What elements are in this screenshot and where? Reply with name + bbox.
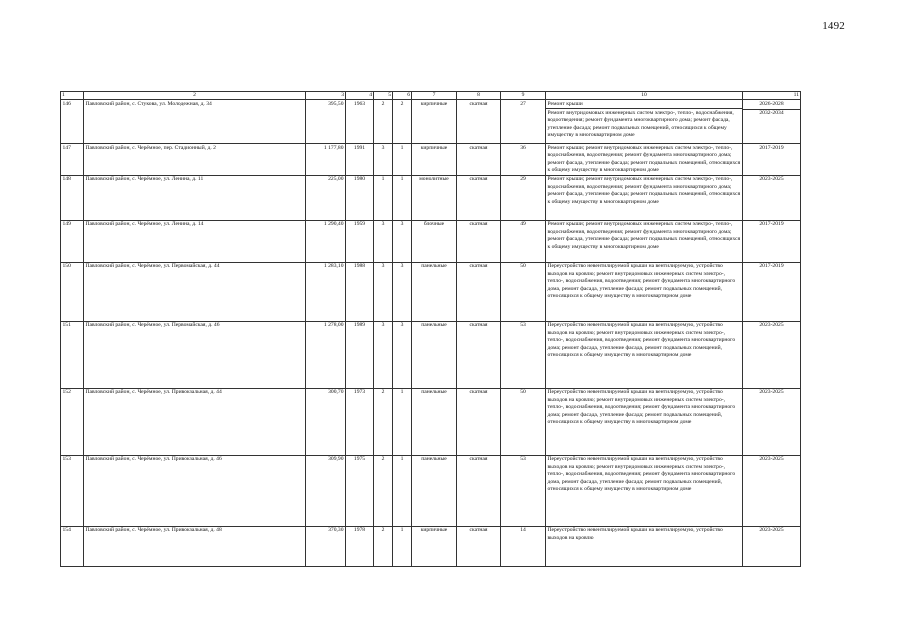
row-number: 150 (61, 262, 84, 321)
row-year: 1988 (346, 262, 374, 321)
row-roof-type: скатная (457, 526, 501, 566)
row-year: 1989 (346, 321, 374, 388)
row-entrances: 1 (393, 455, 412, 526)
repair-period: 2023-2025 (759, 527, 784, 534)
row-wall-material: панельные (412, 388, 457, 455)
page-bottom-margin (0, 603, 905, 640)
column-header: 10 (546, 92, 743, 100)
row-roof-type: скатная (457, 262, 501, 321)
work-item: Ремонт крыши (547, 100, 583, 107)
row-roof-type: скатная (457, 220, 501, 262)
row-area: 1 283,10 (306, 262, 346, 321)
row-entrances: 1 (393, 144, 412, 176)
row-address: Павловский район, с. Черёмное, пер. Стадионный, д. 2 (84, 144, 306, 176)
row-floors: 3 (374, 262, 393, 321)
row-works (546, 100, 743, 144)
row-wear-percent: 14 (501, 526, 546, 566)
row-floors: 2 (374, 100, 393, 144)
row-wall-material: монолитные (412, 175, 457, 220)
row-works (546, 175, 743, 220)
row-floors: 2 (374, 455, 393, 526)
row-wear-percent: 53 (501, 321, 546, 388)
row-year: 1963 (346, 100, 374, 144)
row-repair-years (743, 262, 801, 321)
work-item: Переустройство невентилируемой крыши на вентилируемую, устройство выходов на кровлю; ремонт внутридомовых инженерных систем электро-, тепло-, водоснабжения, водоотведения; ремонт фундамента многоквартирного дома, ремонт фасада, утепление фасада; ремонт подвальных помещений, относящихся к общему имуществу в многоквартирном доме (547, 456, 736, 492)
row-repair-years (743, 144, 801, 176)
table-row (61, 220, 801, 262)
column-header: 3 (306, 92, 346, 100)
row-address: Павловский район, с. Черёмное, ул. Привокзальная, д. 44 (84, 388, 306, 455)
row-area: 300,70 (306, 388, 346, 455)
row-wear-percent: 27 (501, 100, 546, 144)
housing-repair-table (60, 91, 801, 567)
row-floors: 3 (374, 144, 393, 176)
row-wear-percent: 50 (501, 388, 546, 455)
row-number: 154 (61, 526, 84, 566)
row-floors: 2 (374, 526, 393, 566)
row-works (546, 144, 743, 176)
table-row (61, 455, 801, 526)
row-area: 309,90 (306, 455, 346, 526)
row-works (546, 220, 743, 262)
column-header: 8 (457, 92, 501, 100)
row-repair-years (743, 175, 801, 220)
work-item: Ремонт крыши; ремонт внутридомовых инженерных систем электро-, тепло-, водоснабжения, водоотведения; ремонт фундамента многоквартирного дома; ремонт фасада, утепление фасада; ремонт подвальных помещений, относящихся к общему имуществу в многоквартирном доме (547, 176, 741, 205)
row-roof-type: скатная (457, 144, 501, 176)
repair-period: 2023-2025 (759, 176, 784, 183)
row-wear-percent: 50 (501, 262, 546, 321)
repair-period: 2023-2025 (759, 322, 784, 329)
row-address: Павловский район, с. Черёмное, ул. Первомайская, д. 46 (84, 321, 306, 388)
row-address: Павловский район, с. Стукова, ул. Молодежная, д. 34 (84, 100, 306, 144)
row-number: 153 (61, 455, 84, 526)
row-year: 1978 (346, 526, 374, 566)
row-works (546, 321, 743, 388)
row-area: 1 177,80 (306, 144, 346, 176)
row-roof-type: скатная (457, 100, 501, 144)
row-roof-type: скатная (457, 175, 501, 220)
row-number: 148 (61, 175, 84, 220)
table-row (61, 262, 801, 321)
row-repair-years (743, 220, 801, 262)
row-year: 1980 (346, 175, 374, 220)
repair-period: 2023-2025 (759, 456, 784, 463)
table-row (61, 321, 801, 388)
row-wear-percent: 49 (501, 220, 546, 262)
row-wall-material: панельные (412, 321, 457, 388)
row-area: 225,00 (306, 175, 346, 220)
row-year: 1975 (346, 455, 374, 526)
row-entrances: 3 (393, 220, 412, 262)
column-header: 9 (501, 92, 546, 100)
row-wear-percent: 29 (501, 175, 546, 220)
row-repair-years (743, 100, 801, 144)
table-row (61, 175, 801, 220)
row-floors: 1 (374, 175, 393, 220)
row-year: 1973 (346, 388, 374, 455)
row-address: Павловский район, с. Черёмное, ул. Ленина, д. 11 (84, 175, 306, 220)
row-entrances: 1 (393, 526, 412, 566)
row-entrances: 2 (393, 100, 412, 144)
row-floors: 3 (374, 321, 393, 388)
row-address: Павловский район, с. Черёмное, ул. Привокзальная, д. 46 (84, 455, 306, 526)
column-header: 5 (374, 92, 393, 100)
row-repair-years (743, 321, 801, 388)
repair-period: 2017-2019 (759, 144, 784, 151)
row-address: Павловский район, с. Черёмное, ул. Привокзальная, д. 48 (84, 526, 306, 566)
row-area: 1 278,00 (306, 321, 346, 388)
work-item: Переустройство невентилируемой крыши на вентилируемую, устройство выходов на кровлю; ремонт внутридомовых инженерных систем электро-, тепло-, водоснабжения, водоотведения; ремонт фундамента многоквартирного дома; ремонт фасада, утепление фасада, ремонт подвальных помещений, относящихся к общему имуществу в многоквартирном доме (547, 322, 736, 358)
row-wear-percent: 36 (501, 144, 546, 176)
row-wall-material: кирпичные (412, 144, 457, 176)
row-roof-type: скатная (457, 321, 501, 388)
row-repair-years (743, 388, 801, 455)
work-item: Переустройство невентилируемой крыши на вентилируемую, устройство выходов на кровлю; ремонт внутридомовых инженерных систем электро-, тепло-, водоснабжения, водоотведения; ремонт фундамента многоквартирного дома, ремонт фасада, утепление фасада; ремонт подвальных помещений, относящихся к общему имуществу в многоквартирном доме (547, 263, 736, 299)
row-wear-percent: 53 (501, 455, 546, 526)
row-number: 147 (61, 144, 84, 176)
row-works (546, 526, 743, 566)
row-number: 152 (61, 388, 84, 455)
row-entrances: 3 (393, 321, 412, 388)
table-row (61, 100, 801, 144)
work-item: Ремонт крыши; ремонт внутридомовых инженерных систем электро-, тепло-, водоснабжения, водоотведения; ремонт фундамента многоквартирного дома; ремонт фасада, утепление фасада; ремонт подвальных помещений, относящихся к общему имуществу в многоквартирном доме (547, 144, 741, 173)
row-roof-type: скатная (457, 455, 501, 526)
row-roof-type: скатная (457, 388, 501, 455)
column-header: 11 (743, 92, 801, 100)
work-item: Ремонт крыши; ремонт внутридомовых инженерных систем электро-, тепло-, водоснабжения, водоотведения; ремонт фундамента многоквартирного дома; ремонт фасада, утепление фасада; ремонт подвальных помещений, относящихся к общему имуществу в многоквартирном доме (547, 221, 741, 250)
row-repair-years (743, 526, 801, 566)
work-item: Переустройство невентилируемой крыши на вентилируемую, устройство выходов на кровлю (547, 527, 723, 541)
row-number: 149 (61, 220, 84, 262)
table-row (61, 144, 801, 176)
row-wall-material: панельные (412, 455, 457, 526)
page-number: 1492 (822, 20, 845, 32)
row-area: 370,30 (306, 526, 346, 566)
work-item: Ремонт внутридомовых инженерных систем электро-, тепло-, водоснабжения, водоотведения; ремонт фундамента многоквартирного дома; ремонт фасада, утепление фасада; ремонт подвальных помещений, относящихся к общему имуществу в многоквартирном доме (546, 108, 742, 140)
column-header: 4 (346, 92, 374, 100)
table-header-row (61, 92, 801, 100)
row-year: 1991 (346, 144, 374, 176)
row-wall-material: панельные (412, 262, 457, 321)
row-works (546, 455, 743, 526)
table-body (61, 100, 801, 567)
row-address: Павловский район, с. Черёмное, ул. Ленина, д. 14 (84, 220, 306, 262)
row-area: 1 290,40 (306, 220, 346, 262)
row-area: 395,50 (306, 100, 346, 144)
repair-period: 2023-2025 (759, 389, 784, 396)
row-floors: 3 (374, 220, 393, 262)
row-number: 151 (61, 321, 84, 388)
row-works (546, 262, 743, 321)
table-row (61, 388, 801, 455)
row-repair-years (743, 455, 801, 526)
row-number: 146 (61, 100, 84, 144)
column-header: 6 (393, 92, 412, 100)
row-entrances: 1 (393, 388, 412, 455)
row-wall-material: кирпичные (412, 100, 457, 144)
repair-period: 2032-2034 (743, 109, 800, 118)
row-entrances: 3 (393, 262, 412, 321)
table-row (61, 526, 801, 566)
row-year: 1959 (346, 220, 374, 262)
column-header: 2 (84, 92, 306, 100)
row-entrances: 1 (393, 175, 412, 220)
repair-period: 2026-2028 (759, 100, 784, 107)
column-header: 7 (412, 92, 457, 100)
row-wall-material: блочные (412, 220, 457, 262)
repair-period: 2017-2019 (759, 221, 784, 228)
repair-period: 2017-2019 (759, 263, 784, 270)
row-floors: 2 (374, 388, 393, 455)
column-header: 1 (61, 92, 84, 100)
row-address: Павловский район, с. Черёмное, ул. Первомайская, д. 44 (84, 262, 306, 321)
work-item: Переустройство невентилируемой крыши на вентилируемую, устройство выходов на кровлю; ремонт внутридомовых инженерных систем электро-, тепло-, водоснабжения, водоотведения; ремонт фундамента многоквартирного дома; ремонт фасада, утепление фасада; ремонт подвальных помещений, относящихся к общему имуществу в многоквартирном доме (547, 389, 736, 425)
row-wall-material: кирпичные (412, 526, 457, 566)
row-works (546, 388, 743, 455)
